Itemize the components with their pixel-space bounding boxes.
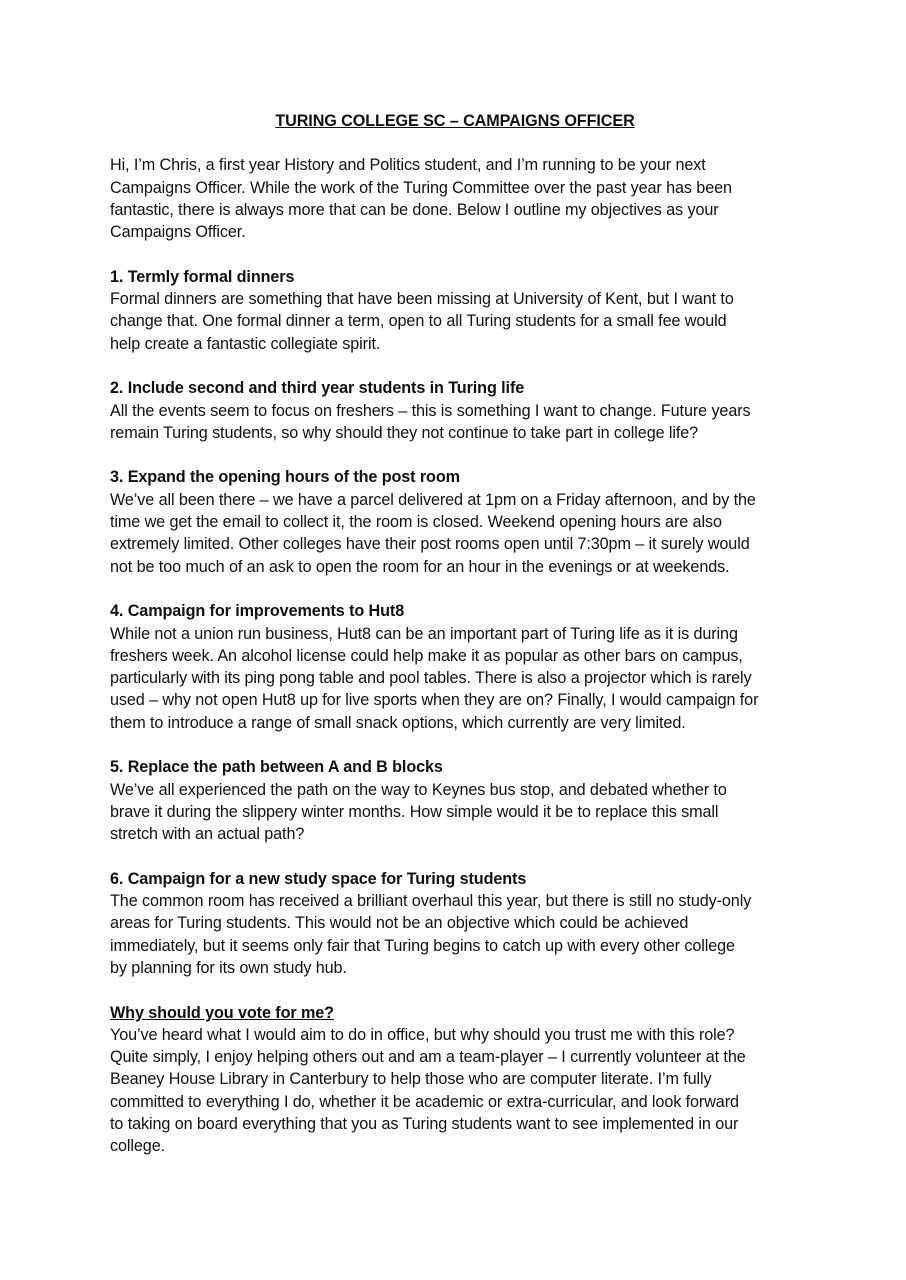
closing-heading: Why should you vote for me? xyxy=(110,1003,334,1022)
objective-heading: 1. Termly formal dinners xyxy=(110,267,295,286)
objective-body: Formal dinners are something that have been missing at University of Kent, but I want to change that. One formal dinner a term, open to all Turing students for a small fee would help create a fantastic collegiate spirit. xyxy=(110,290,734,353)
objective-heading: 6. Campaign for a new study space for Turing students xyxy=(110,869,527,888)
objective-section-5 xyxy=(110,756,800,845)
objective-section-4 xyxy=(110,600,800,734)
objective-section-2 xyxy=(110,377,800,444)
objective-heading: 2. Include second and third year students in Turing life xyxy=(110,379,525,398)
objective-body: The common room has received a brilliant overhaul this year, but there is still no study-only areas for Turing students. This would not be an objective which could be achieved immediately, but it seems only fair that Turing begins to catch up with every other college by planning for its own study hub. xyxy=(110,892,752,977)
closing-body: You’ve heard what I would aim to do in office, but why should you trust me with this role? Quite simply, I enjoy helping others out and am a team-player – I currently volunteer at the Beaney House Library in Canterbury to help those who are computer literate. I’m fully committed to everything I do, whether it be academic or extra-curricular, and look forward to taking on board everything that you as Turing students want to see implemented in our college. xyxy=(110,1025,746,1156)
objective-heading: 5. Replace the path between A and B blocks xyxy=(110,758,443,777)
objective-body: While not a union run business, Hut8 can be an important part of Turing life as it is during freshers week. An alcohol license could help make it as popular as other bars on campus, particularly with its ping pong table and pool tables. There is also a projector which is rarely used – why not open Hut8 up for live sports when they are on? Finally, I would campaign for them to introduce a range of small snack options, which currently are very limited. xyxy=(110,624,759,732)
objective-body: We’ve all experienced the path on the way to Keynes bus stop, and debated whether to brave it during the slippery winter months. How simple would it be to replace this small stretch with an actual path? xyxy=(110,780,727,844)
intro-paragraph: Hi, I’m Chris, a first year History and Politics student, and I’m running to be your next Campaigns Officer. While the work of the Turing Committee over the past year has been fantastic, there is always more that can be done. Below I outline my objectives as your Campaigns Officer. xyxy=(110,156,732,242)
closing-section xyxy=(110,1002,800,1158)
objective-section-3 xyxy=(110,466,800,577)
objective-section-6 xyxy=(110,868,800,979)
document-title: TURING COLLEGE SC – CAMPAIGNS OFFICER xyxy=(275,112,635,130)
objective-heading: 4. Campaign for improvements to Hut8 xyxy=(110,602,405,621)
objective-heading: 3. Expand the opening hours of the post room xyxy=(110,468,460,487)
objective-section-1 xyxy=(110,266,800,355)
objective-body: We’ve all been there – we have a parcel delivered at 1pm on a Friday afternoon, and by the time we get the email to collect it, the room is closed. Weekend opening hours are also extremely limited. Other colleges have their post rooms open until 7:30pm – it surely would not be too much of an ask to open the room for an hour in the evenings or at weekends. xyxy=(110,490,756,576)
document-page xyxy=(110,110,800,1180)
objective-body: All the events seem to focus on freshers – this is something I want to change. Future years remain Turing students, so why should they not continue to take part in college life? xyxy=(110,401,751,442)
